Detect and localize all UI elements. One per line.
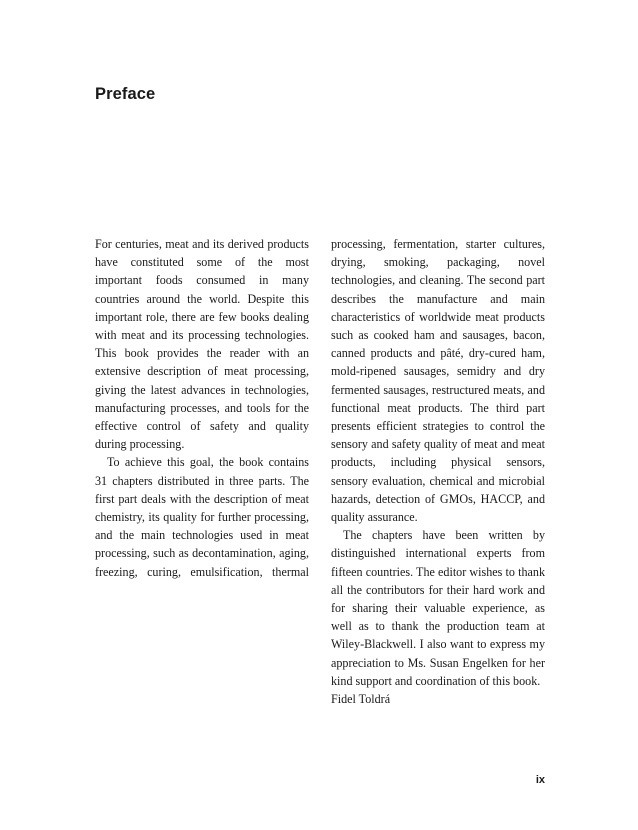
page-number: ix <box>535 774 545 786</box>
signature: Fidel Toldrá <box>331 692 391 707</box>
paragraph-intro: For centuries, meat and its derived products have constituted some of the most important foods consumed in many countries around the world. Despite this important role, there are few books dealing with meat and its processing technologies. This book provides the reader with an extensive description of meat processing, giving the latest advances in technologies, manufacturing processes, and tools for the effective control of safety and quality during processing. <box>95 237 309 452</box>
paragraph-structure-continued: processing, fermentation, starter cultures, drying, smoking, packaging, novel technologies, and cleaning. The second part describes the manufacture and main characteristics of worldwide meat products such as cooked ham and sausages, bacon, canned products and pâté, dry-cured ham, mold-ripened sausages, semidry and dry fermented sausages, restructured meats, and functional meat products. The third part presents efficient strategies to control the sensory and safety quality of meat and meat products, including physical sensors, sensory evaluation, chemical and microbial hazards, detection of GMOs, HACCP, and quality assurance. <box>331 237 545 525</box>
paragraph-acknowledgements: The chapters have been written by distinguished international experts from fifteen countries. The editor wishes to thank all the contributors for their hard work and for sharing their valuable experience, as well as to thank the production team at Wiley-Blackwell. I also want to express my appreciation to Ms. Susan Engelken for her kind support and coordination of this book. <box>331 528 545 688</box>
paragraph-structure: To achieve this goal, the book contains 31 chapters distributed in three parts. The first part deals with the description of meat chemistry, its quality for further processing, and the main technologies used in meat processing, such as decontamination, aging, freezing, curing, emulsification, thermal <box>95 455 309 579</box>
text-column-right <box>331 235 545 708</box>
text-column-left <box>95 235 309 581</box>
page-title: Preface <box>95 85 156 103</box>
